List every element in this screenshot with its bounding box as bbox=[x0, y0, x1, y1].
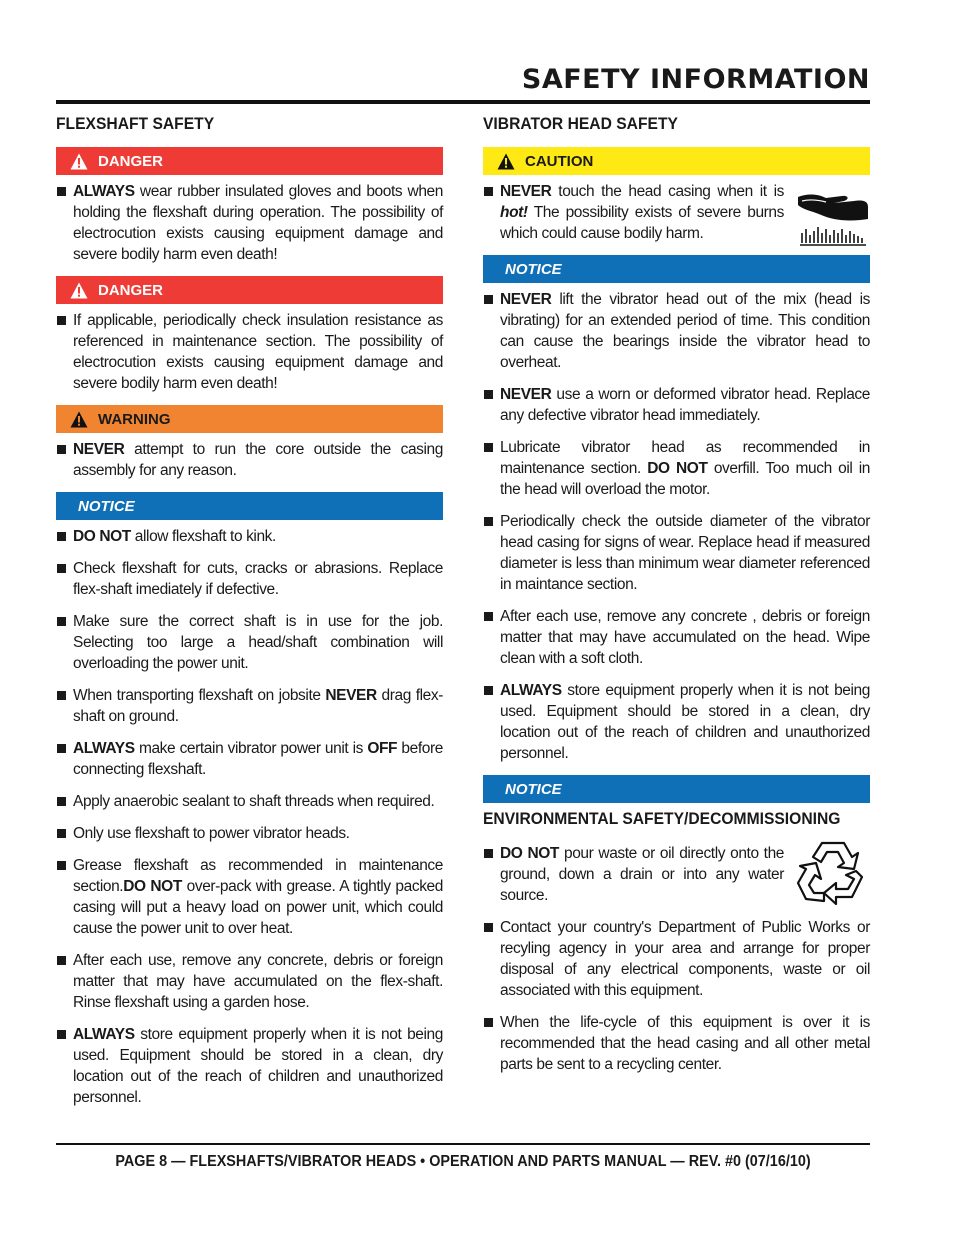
list-item: NEVER touch the head casing when it is hot! The possibility exists of severe burns which could cause bodily harm. bbox=[483, 181, 784, 244]
list-item: ALWAYS store equipment properly when it is not being used. Equipment should be stored in a clean, dry location out of the reach of children and unauthorized personnel. bbox=[483, 680, 870, 764]
vibrator-head-safety-heading: VIBRATOR HEAD SAFETY bbox=[483, 114, 678, 133]
list-item: NEVER use a worn or deformed vibrator head. Replace any defective vibrator head immediately. bbox=[483, 384, 870, 426]
notice-label: NOTICE bbox=[505, 260, 562, 278]
page-title: SAFETY INFORMATION bbox=[521, 64, 870, 95]
list-item: DO NOT pour waste or oil directly onto the ground, down a drain or into any water source. bbox=[483, 843, 784, 906]
list-item: Contact your country's Department of Public Works or recyling agency in your area and arrange for proper disposal of any electrical components, waste or oil associated with this equipment. bbox=[483, 917, 870, 1001]
list-item: When the life-cycle of this equipment is over it is recommended that the head casing and all other metal parts be sent to a recycling center. bbox=[483, 1012, 870, 1075]
warning-triangle-icon bbox=[497, 153, 515, 170]
recycle-icon bbox=[796, 837, 870, 909]
notice-banner bbox=[483, 255, 870, 283]
list-item: NEVER lift the vibrator head out of the mix (head is vibrating) for an extended period of time. This condition can cause the bearings inside the vibrator head to overheat. bbox=[483, 289, 870, 373]
list-item: After each use, remove any concrete, debris or foreign matter that may have accumulated on the flex-shaft. Rinse flexshaft using a garden hose. bbox=[56, 950, 443, 1013]
notice-banner bbox=[56, 492, 443, 520]
list-item: Check flexshaft for cuts, cracks or abrasions. Replace flex-shaft imediately if defective. bbox=[56, 558, 443, 600]
environmental-safety-heading: ENVIRONMENTAL SAFETY/DECOMMISSIONING bbox=[483, 809, 841, 828]
list-item: Grease flexshaft as recommended in maintenance section.DO NOT over-pack with grease. A tightly packed casing will put a heavy load on power unit, which could cause the power unit to over heat. bbox=[56, 855, 443, 939]
list-item: ALWAYS make certain vibrator power unit is OFF before connecting flexshaft. bbox=[56, 738, 443, 780]
vibrator-head-safety-column bbox=[483, 114, 870, 1086]
flexshaft-safety-heading: FLEXSHAFT SAFETY bbox=[56, 114, 215, 133]
list-item: Only use flexshaft to power vibrator heads. bbox=[56, 823, 443, 844]
footer-rule bbox=[56, 1143, 870, 1145]
notice-banner bbox=[483, 775, 870, 803]
list-item: After each use, remove any concrete , debris or foreign matter that may have accumulated on the head. Wipe clean with a soft cloth. bbox=[483, 606, 870, 669]
list-item: NEVER attempt to run the core outside the casing assembly for any reason. bbox=[56, 439, 443, 481]
danger-label: DANGER bbox=[98, 281, 164, 299]
danger-banner bbox=[56, 147, 443, 175]
caution-label: CAUTION bbox=[525, 152, 594, 170]
danger-label: DANGER bbox=[98, 152, 164, 170]
flexshaft-safety-column bbox=[56, 114, 443, 1119]
warning-triangle-icon bbox=[70, 411, 88, 428]
list-item: ALWAYS wear rubber insulated gloves and boots when holding the flexshaft during operation. The possibility of electrocution exists causing equipment damage and severe bodily harm even death! bbox=[56, 181, 443, 265]
list-item: Apply anaerobic sealant to shaft threads when required. bbox=[56, 791, 443, 812]
warning-label: WARNING bbox=[98, 410, 171, 428]
list-item: When transporting flexshaft on jobsite NEVER drag flex-shaft on ground. bbox=[56, 685, 443, 727]
notice-label: NOTICE bbox=[78, 497, 135, 515]
list-item: DO NOT allow flexshaft to kink. bbox=[56, 526, 443, 547]
danger-banner bbox=[56, 276, 443, 304]
list-item: Lubricate vibrator head as recommended in maintenance section. DO NOT overfill. Too much oil in the head will overload the motor. bbox=[483, 437, 870, 500]
warning-banner bbox=[56, 405, 443, 433]
notice-label: NOTICE bbox=[505, 780, 562, 798]
list-item: If applicable, periodically check insulation resistance as referenced in maintenance section. The possibility of electrocution exists causing equipment damage and severe bodily harm even death! bbox=[56, 310, 443, 394]
list-item: Periodically check the outside diameter of the vibrator head casing for signs of wear. Replace head if measured diameter is less than minimum wear diameter referenced in maintance section. bbox=[483, 511, 870, 595]
hot-surface-hand-icon bbox=[796, 185, 870, 249]
warning-triangle-icon bbox=[70, 153, 88, 170]
list-item: Make sure the correct shaft is in use for the job. Selecting too large a head/shaft combination will overloading the power unit. bbox=[56, 611, 443, 674]
header-rule bbox=[56, 100, 870, 104]
list-item: ALWAYS store equipment properly when it is not being used. Equipment should be stored in a clean, dry location out of the reach of children and unauthorized personnel. bbox=[56, 1024, 443, 1108]
page-footer: PAGE 8 — FLEXSHAFTS/VIBRATOR HEADS • OPERATION AND PARTS MANUAL — REV. #0 (07/16/10) bbox=[115, 1153, 811, 1170]
caution-banner bbox=[483, 147, 870, 175]
warning-triangle-icon bbox=[70, 282, 88, 299]
